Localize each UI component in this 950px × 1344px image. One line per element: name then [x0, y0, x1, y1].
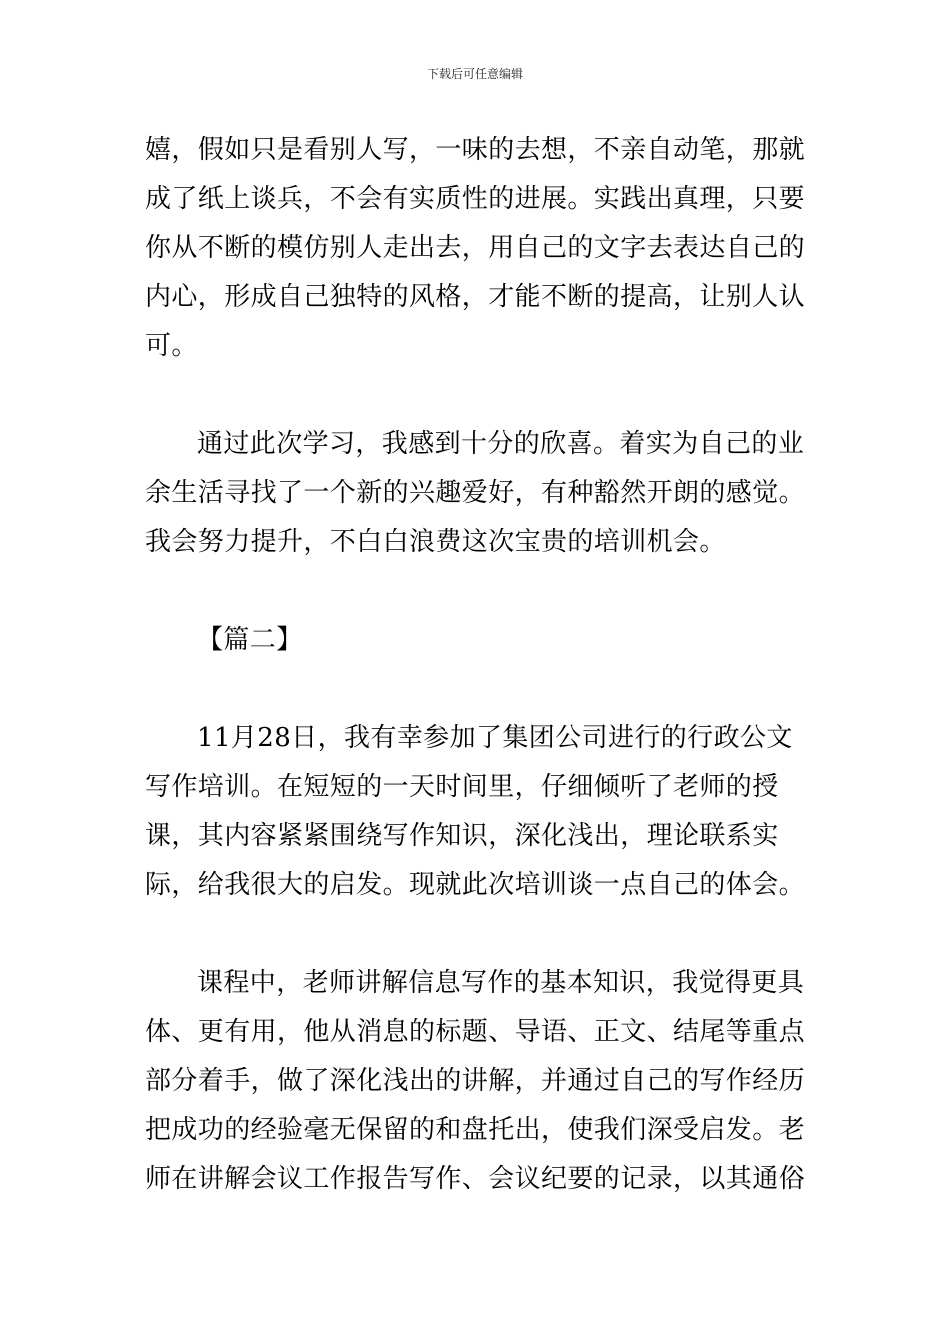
- paragraph-course-content: 课程中，老师讲解信息写作的基本知识，我觉得更具体、更有用，他从消息的标题、导语、正文、结尾等重点部分着手，做了深化浅出的讲解，并通过自己的写作经历把成功的经验毫无保留的和盘托出，使我们深受启发。老师在讲解会议工作报告写作、会议纪要的记录，以其通俗: [145, 968, 806, 1194]
- section-heading: 【篇二】: [197, 625, 303, 655]
- paragraph-training-intro: 11月28日，我有幸参加了集团公司进行的行政公文写作培训。在短短的一天时间里，仔细倾听了老师的授课，其内容紧紧围绕写作知识，深化浅出，理论联系实际，给我很大的启发。现就此次培训谈一点自己的体会。: [145, 723, 806, 900]
- document-body: [145, 126, 807, 1204]
- paragraph-summary: 通过此次学习，我感到十分的欣喜。着实为自己的业余生活寻找了一个新的兴趣爱好，有种豁然开朗的感觉。我会努力提升，不白白浪费这次宝贵的培训机会。: [145, 429, 806, 557]
- page-header-note: 下载后可任意编辑: [426, 67, 523, 81]
- paragraph-continuation: 嬉，假如只是看别人写，一味的去想，不亲自动笔，那就成了纸上谈兵，不会有实质性的进展。实践出真理，只要你从不断的模仿别人走出去，用自己的文字去表达自己的内心，形成自己独特的风格，才能不断的提高，让别人认可。: [145, 135, 806, 361]
